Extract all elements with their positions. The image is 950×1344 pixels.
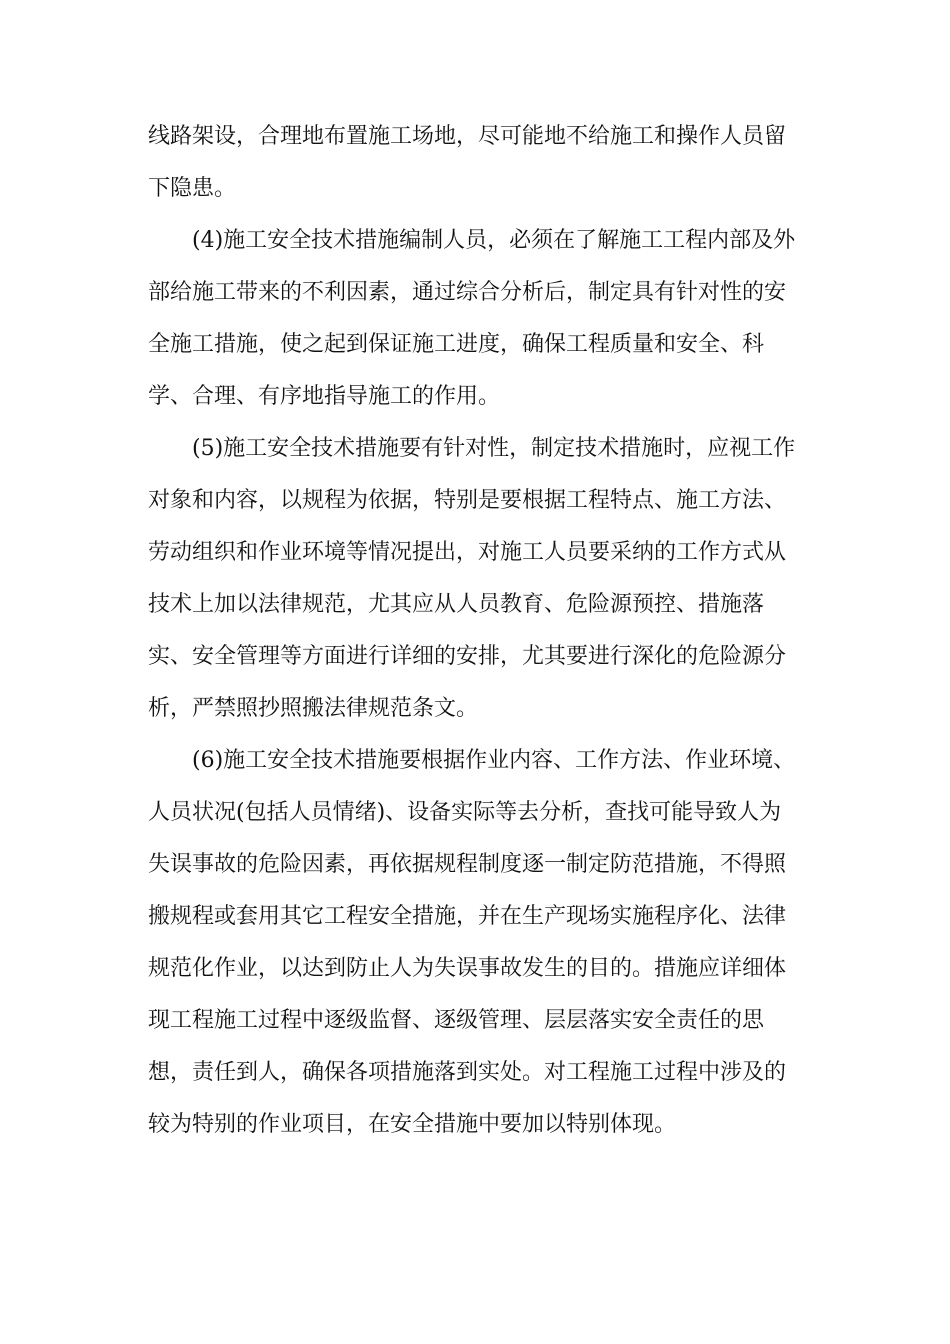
- text-line: 对象和内容，以规程为依据，特别是要根据工程特点、施工方法、: [148, 488, 787, 513]
- text-line: 失误事故的危险因素，再依据规程制度逐一制定防范措施，不得照: [148, 852, 787, 877]
- paragraph-continuation: [148, 111, 808, 215]
- document-body: [148, 111, 808, 1151]
- paragraph-item-4: [148, 215, 808, 423]
- text-line: 析，严禁照抄照搬法律规范条文。: [148, 696, 479, 721]
- text-line: 规范化作业，以达到防止人为失误事故发生的目的。措施应详细体: [148, 956, 787, 981]
- text-line: 劳动组织和作业环境等情况提出，对施工人员要采纳的工作方式从: [148, 540, 787, 565]
- paragraph-item-5: [148, 423, 808, 735]
- text-line: 较为特别的作业项目，在安全措施中要加以特别体现。: [148, 1112, 677, 1137]
- text-line: 搬规程或套用其它工程安全措施，并在生产现场实施程序化、法律: [148, 904, 787, 929]
- text-line: 学、合理、有序地指导施工的作用。: [148, 384, 501, 409]
- text-line: (5)施工安全技术措施要有针对性，制定技术措施时，应视工作: [192, 436, 796, 461]
- text-line: 线路架设，合理地布置施工场地，尽可能地不给施工和操作人员留: [148, 124, 787, 149]
- paragraph-item-6: [148, 735, 808, 1151]
- text-line: (4)施工安全技术措施编制人员，必须在了解施工工程内部及外: [192, 228, 796, 253]
- text-line: 想，责任到人，确保各项措施落到实处。对工程施工过程中涉及的: [148, 1060, 787, 1085]
- text-line: 现工程施工过程中逐级监督、逐级管理、层层落实安全责任的思: [148, 1008, 765, 1033]
- text-line: 实、安全管理等方面进行详细的安排，尤其要进行深化的危险源分: [148, 644, 787, 669]
- text-line: 人员状况(包括人员情绪)、设备实际等去分析，查找可能导致人为: [148, 800, 782, 825]
- text-line: (6)施工安全技术措施要根据作业内容、工作方法、作业环境、: [192, 748, 796, 773]
- text-line: 全施工措施，使之起到保证施工进度，确保工程质量和安全、科: [148, 332, 765, 357]
- text-line: 下隐患。: [148, 176, 237, 201]
- text-line: 部给施工带来的不利因素，通过综合分析后，制定具有针对性的安: [148, 280, 787, 305]
- text-line: 技术上加以法律规范，尤其应从人员教育、危险源预控、措施落: [148, 592, 765, 617]
